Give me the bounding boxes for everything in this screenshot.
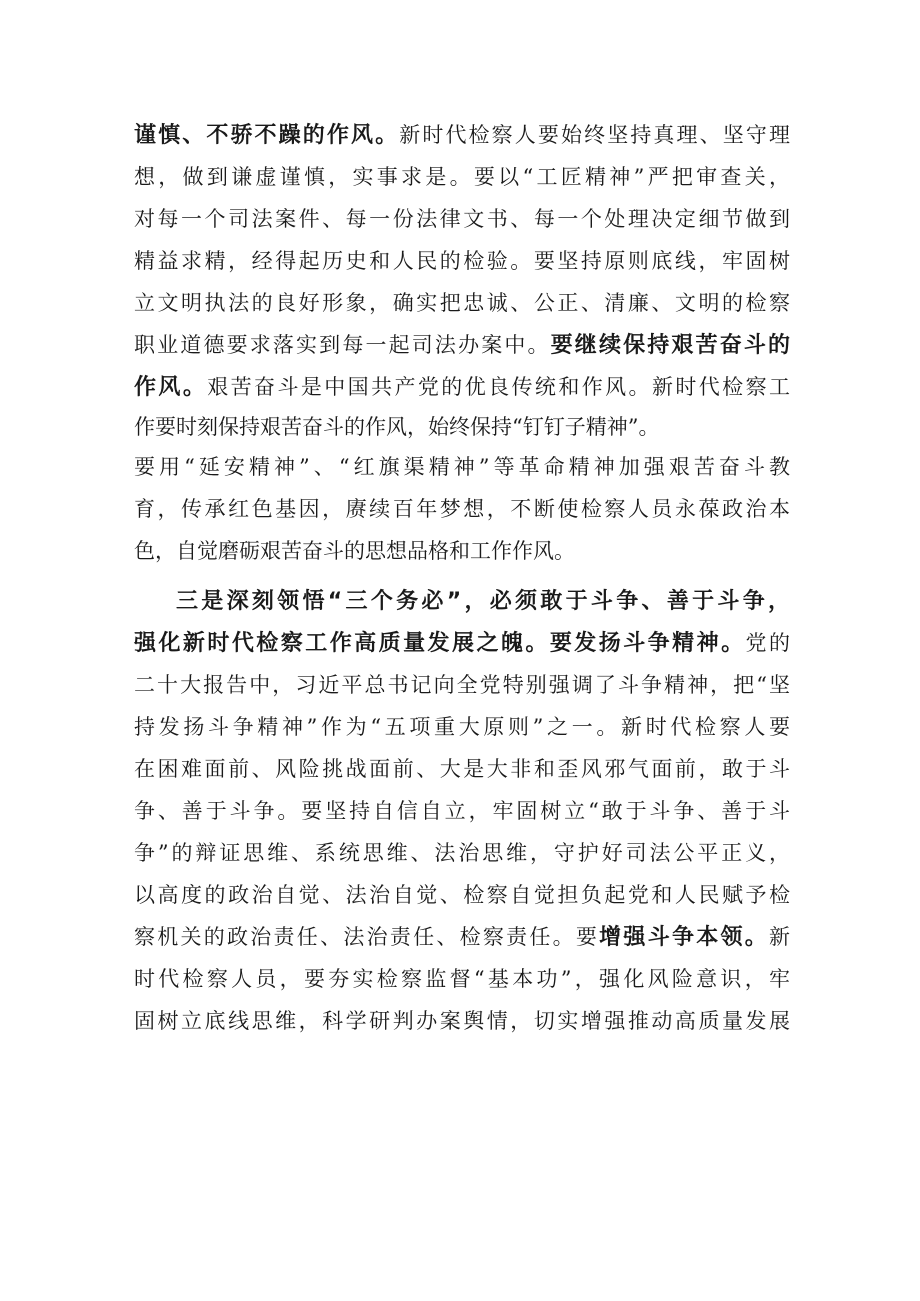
line-text: 争”的辩证思维、系统思维、法治思维，守护好司法公平正义， [134, 841, 790, 865]
line-text: 时代检察人员，要夯实检察监督“基本功”，强化风险意识，牢 [134, 967, 790, 991]
text-line [134, 114, 790, 156]
text-line [134, 324, 790, 366]
text-line [134, 580, 790, 622]
line-text: 党的 [745, 631, 790, 655]
bold-phrase: 要继续保持艰苦奋斗的 [550, 333, 790, 358]
line-text: 色，自觉磨砺艰苦奋斗的思想品格和工作作风。 [134, 539, 575, 563]
text-line [134, 664, 790, 706]
text-line [134, 958, 790, 1000]
bold-phrase: 作风。 [134, 375, 208, 400]
text-line [134, 706, 790, 748]
text-line [134, 408, 790, 446]
text-line [134, 446, 790, 488]
text-line [134, 156, 790, 198]
line-text: 艰苦奋斗是中国共产党的优良传统和作风。新时代检察工 [207, 375, 790, 399]
line-text: 作要时刻保持艰苦奋斗的作风，始终保持“钉钉子精神”。 [134, 415, 660, 439]
text-line [134, 240, 790, 282]
document-page [134, 114, 790, 1042]
line-text: 固树立底线思维，科学研判办案舆情，切实增强推动高质量发展 [134, 1009, 790, 1033]
bold-phrase: 强化新时代检察工作高质量发展之魄。要发扬斗争精神。 [134, 631, 746, 656]
line-text: 想，做到谦虚谨慎，实事求是。要以“工匠精神”严把审查关， [134, 165, 790, 189]
line-text: 新时代检察人要始终坚持真理、坚守理 [399, 123, 790, 147]
text-line [134, 832, 790, 874]
text-line [134, 366, 790, 408]
text-line [134, 916, 790, 958]
line-text: 争、善于斗争。要坚持自信自立，牢固树立“敢于斗争、善于斗 [134, 799, 790, 823]
text-line [134, 874, 790, 916]
bold-phrase: 三是深刻领悟“三个务必”，必须敢于斗争、善于斗争， [176, 589, 790, 614]
bold-phrase: 谨慎、不骄不躁的作风。 [134, 123, 400, 148]
bold-phrase: 增强斗争本领。 [599, 925, 769, 950]
line-text: 立文明执法的良好形象，确实把忠诚、公正、清廉、文明的检察 [134, 291, 790, 315]
line-text: 在困难面前、风险挑战面前、大是大非和歪风邪气面前，敢于斗 [134, 757, 790, 781]
line-text: 育，传承红色基因，赓续百年梦想，不断使检察人员永葆政治本 [134, 497, 790, 521]
text-line [134, 488, 790, 530]
line-text: 以高度的政治自觉、法治自觉、检察自觉担负起党和人民赋予检 [134, 883, 790, 907]
line-text: 职业道德要求落实到每一起司法办案中。 [134, 333, 551, 357]
line-text: 二十大报告中，习近平总书记向全党特别强调了斗争精神，把“坚 [134, 673, 790, 697]
text-line [134, 198, 790, 240]
line-text: 精益求精，经得起历史和人民的检验。要坚持原则底线，牢固树 [134, 249, 790, 273]
line-text: 察机关的政治责任、法治责任、检察责任。要 [134, 925, 600, 949]
text-line [134, 790, 790, 832]
line-text: 新 [768, 925, 790, 949]
text-line [134, 622, 790, 664]
line-text: 对每一个司法案件、每一份法律文书、每一个处理决定细节做到 [134, 207, 790, 231]
line-text: 持发扬斗争精神”作为“五项重大原则”之一。新时代检察人要 [134, 715, 790, 739]
paragraph-gap [134, 572, 790, 580]
text-line [134, 1000, 790, 1042]
text-line [134, 748, 790, 790]
text-line [134, 282, 790, 324]
text-line [134, 530, 790, 572]
line-text: 要用“延安精神”、“红旗渠精神”等革命精神加强艰苦奋斗教 [134, 455, 790, 479]
